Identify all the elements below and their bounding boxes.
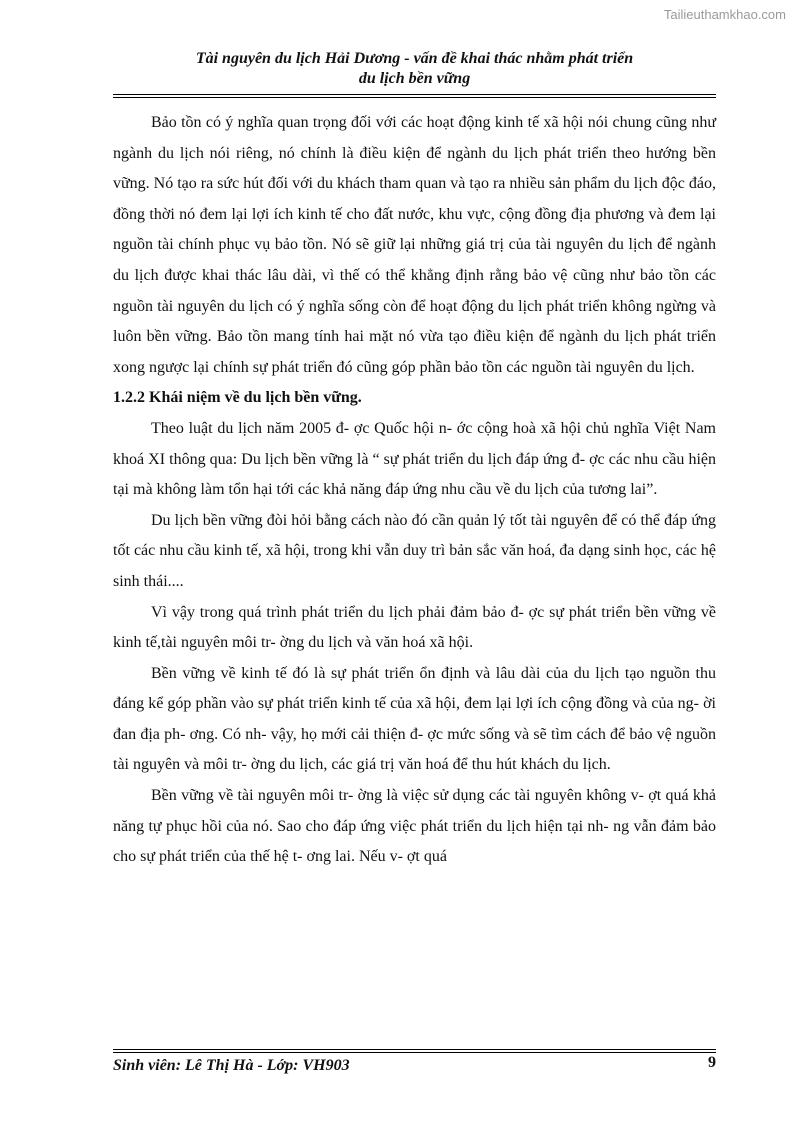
page-header bbox=[113, 49, 716, 89]
watermark: Tailieuthamkhao.com bbox=[663, 7, 786, 22]
page-number: 9 bbox=[708, 1054, 716, 1071]
paragraph-environmental-sustainability: Bền vững về tài nguyên môi tr- ờng là việc sử dụng các tài nguyên không v- ợt quá khả năng tự phục hồi của nó. Sao cho đáp ứng việc phát triển du lịch hiện tại nh- ng vẫn đảm bảo cho sự phát triển của thế hệ t- ơng lai. Nếu v- ợt quá bbox=[113, 787, 716, 866]
paragraph-resource-management: Du lịch bền vững đòi hỏi bằng cách nào đó cần quản lý tốt tài nguyên để có thể đáp ứng tốt các nhu cầu kinh tế, xã hội, trong khi vẫn duy trì bản sắc văn hoá, đa dạng sinh học, các hệ sinh thái.... bbox=[113, 511, 716, 590]
footer-student-info: Sinh viên: Lê Thị Hà - Lớp: VH903 bbox=[113, 1057, 350, 1074]
header-divider bbox=[113, 94, 716, 98]
paragraph-economic-sustainability: Bền vững về kinh tế đó là sự phát triển ổn định và lâu dài của du lịch tạo nguồn thu đáng kể góp phần vào sự phát triển kinh tế của xã hội, đem lại lợi ích cộng đồng và của ng- ời đan địa ph- ơng. Có nh- vậy, họ mới cải thiện đ- ợc mức sống và sẽ tìm cách để bảo vệ nguồn tài nguyên và môi tr- ờng du lịch, các giá trị văn hoá để thu hút khách du lịch. bbox=[113, 664, 716, 774]
header-title-line1: Tài nguyên du lịch Hải Dương - vấn đề khai thác nhằm phát triển bbox=[195, 50, 634, 67]
document-body bbox=[113, 108, 716, 873]
paragraph-sustainable-development: Vì vậy trong quá trình phát triển du lịch phải đảm bảo đ- ợc sự phát triển bền vững về kinh tế,tài nguyên môi tr- ờng du lịch và văn hoá xã hội. bbox=[113, 603, 716, 652]
paragraph-law-definition: Theo luật du lịch năm 2005 đ- ợc Quốc hội n- ớc cộng hoà xã hội chủ nghĩa Việt Nam khoá XI thông qua: Du lịch bền vững là “ sự phát triển du lịch đáp ứng đ- ợc các nhu cầu hiện tại mà không làm tổn hại tới các khả năng đáp ứng nhu cầu về du lịch của tương lai”. bbox=[113, 419, 716, 499]
footer-divider bbox=[113, 1049, 716, 1053]
paragraph-conservation: Bảo tồn có ý nghĩa quan trọng đối với các hoạt động kinh tế xã hội nói chung cũng như ngành du lịch nói riêng, nó chính là điều kiện để ngành du lịch phát triển theo hướng bền vững. Nó tạo ra sức hút đối với du khách tham quan và tạo ra nhiều sản phẩm du lịch độc đáo, đồng thời nó đem lại lợi ích kinh tế cho đất nước, khu vực, cộng đồng địa phương và đem lại nguồn tài chính phục vụ bảo tồn. Nó sẽ giữ lại những giá trị của tài nguyên du lịch để ngành du lịch được khai thác lâu dài, vì thế có thể khẳng định rằng bảo vệ cũng như bảo tồn các nguồn tài nguyên du lịch có ý nghĩa sống còn để hoạt động du lịch phát triển không ngừng và luôn bền vững. Bảo tồn mang tính hai mặt nó vừa tạo điều kiện để ngành du lịch phát triển xong ngược lại chính sự phát triển đó cũng góp phần bảo tồn các nguồn tài nguyên du lịch. bbox=[113, 114, 716, 376]
header-title-line2: du lịch bền vững bbox=[358, 70, 471, 87]
section-heading: 1.2.2 Khái niệm về du lịch bền vững. bbox=[113, 389, 362, 407]
